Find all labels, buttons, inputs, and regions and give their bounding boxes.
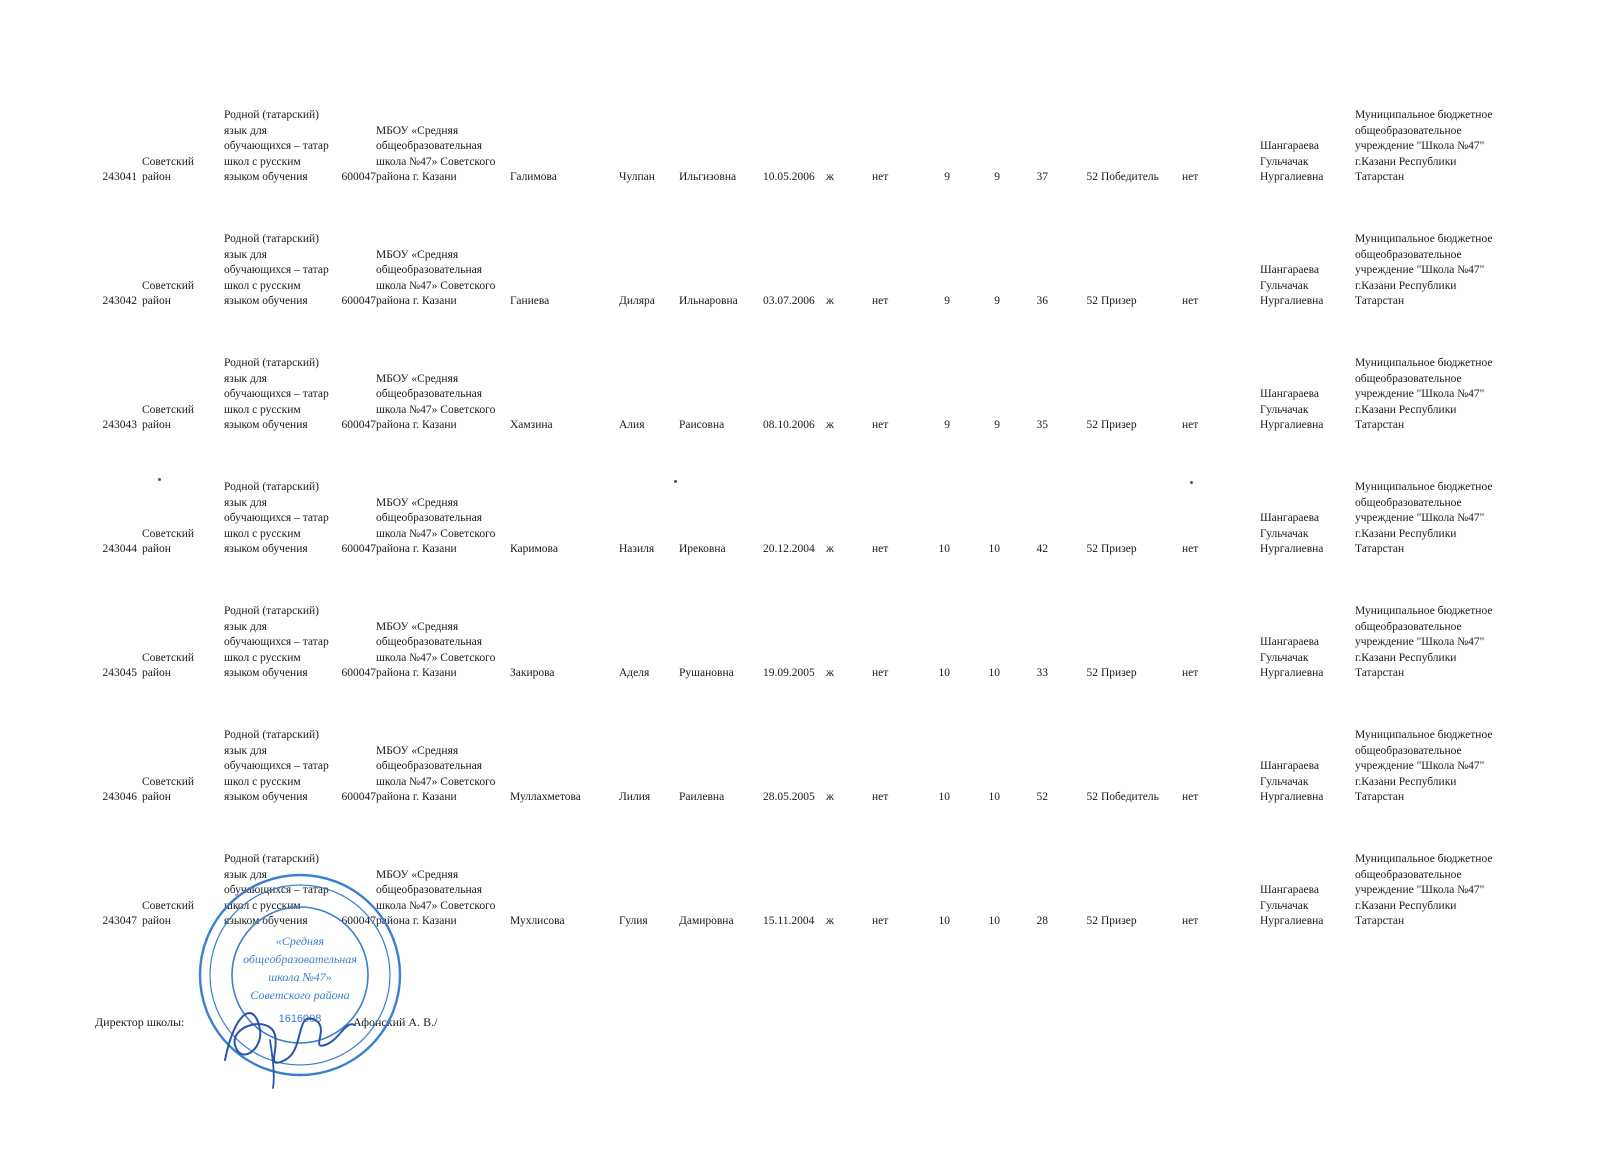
subject-cell: Родной (татарский) язык для обучающихся – татар школ с русским языком обучения [224, 481, 329, 556]
subject-cell: Родной (татарский) язык для обучающихся – татар школ с русским языком обучения [224, 853, 329, 928]
citizenship-cell: нет [872, 543, 889, 556]
birth-date-cell: 15.11.2004 [763, 915, 815, 928]
last-name-cell: Каримова [510, 543, 558, 556]
teacher-cell: Шангараева Гульчачак Нургалиевна [1260, 636, 1324, 680]
teacher-cell: Шангараева Гульчачак Нургалиевна [1260, 140, 1324, 184]
score-cell: 33 [1036, 667, 1048, 680]
last-name-cell: Ганиева [510, 295, 550, 308]
grade-olympiad-cell: 10 [988, 667, 1000, 680]
citizenship-cell: нет [872, 295, 889, 308]
participant-id: 243045 [102, 667, 137, 680]
teacher-cell: Шангараева Гульчачак Нургалиевна [1260, 760, 1324, 804]
stamp-line-3: школа №47» [268, 970, 332, 984]
first-name-cell: Аделя [619, 667, 650, 680]
max-score-cell: 52 [1086, 419, 1098, 432]
grade-study-cell: 9 [944, 171, 950, 184]
disability-cell: нет [1182, 791, 1199, 804]
gender-cell: ж [826, 419, 834, 432]
score-cell: 52 [1036, 791, 1048, 804]
scan-speck [674, 480, 677, 483]
status-cell: Призер [1101, 295, 1137, 308]
score-cell: 36 [1036, 295, 1048, 308]
organization-cell: Муниципальное бюджетное общеобразовательное учреждение "Школа №47" г.Казани Республики Татарстан [1355, 233, 1493, 308]
birth-date-cell: 20.12.2004 [763, 543, 815, 556]
district-cell: Советский район [142, 775, 195, 804]
first-name-cell: Гулия [619, 915, 648, 928]
disability-cell: нет [1182, 667, 1199, 680]
table-row [0, 706, 1600, 806]
patronymic-cell: Дамировна [679, 915, 734, 928]
participant-id: 243042 [102, 295, 137, 308]
score-cell: 42 [1036, 543, 1048, 556]
citizenship-cell: нет [872, 667, 889, 680]
district-cell: Советский район [142, 899, 195, 928]
table-row [0, 210, 1600, 310]
stamp-line-4: Советского района [250, 988, 350, 1002]
max-score-cell: 52 [1086, 171, 1098, 184]
status-cell: Призер [1101, 667, 1137, 680]
score-cell: 28 [1036, 915, 1048, 928]
score-cell: 35 [1036, 419, 1048, 432]
signature-tail [270, 1040, 274, 1088]
disability-cell: нет [1182, 295, 1199, 308]
grade-olympiad-cell: 10 [988, 543, 1000, 556]
organization-cell: Муниципальное бюджетное общеобразовательное учреждение "Школа №47" г.Казани Республики Татарстан [1355, 853, 1493, 928]
first-name-cell: Алия [619, 419, 645, 432]
school-cell: МБОУ «Средняя общеобразовательная школа №47» Советского района г. Казани [376, 868, 496, 928]
teacher-cell: Шангараева Гульчачак Нургалиевна [1260, 512, 1324, 556]
first-name-cell: Диляра [619, 295, 655, 308]
gender-cell: ж [826, 915, 834, 928]
subject-cell: Родной (татарский) язык для обучающихся – татар школ с русским языком обучения [224, 605, 329, 680]
grade-study-cell: 10 [938, 667, 950, 680]
grade-olympiad-cell: 10 [988, 791, 1000, 804]
organization-cell: Муниципальное бюджетное общеобразовательное учреждение "Школа №47" г.Казани Республики Татарстан [1355, 729, 1493, 804]
birth-date-cell: 10.05.2006 [763, 171, 815, 184]
stamp-line-2: общеобразовательная [243, 952, 357, 966]
signature-stroke [225, 1013, 355, 1063]
status-cell: Призер [1101, 915, 1137, 928]
gender-cell: ж [826, 543, 834, 556]
birth-date-cell: 03.07.2006 [763, 295, 815, 308]
patronymic-cell: Ильнаровна [679, 295, 738, 308]
school-cell: МБОУ «Средняя общеобразовательная школа №47» Советского района г. Казани [376, 372, 496, 432]
patronymic-cell: Ирековна [679, 543, 726, 556]
status-cell: Призер [1101, 543, 1137, 556]
teacher-cell: Шангараева Гульчачак Нургалиевна [1260, 388, 1324, 432]
teacher-cell: Шангараева Гульчачак Нургалиевна [1260, 884, 1324, 928]
last-name-cell: Закирова [510, 667, 555, 680]
birth-date-cell: 28.05.2005 [763, 791, 815, 804]
status-cell: Победитель [1101, 791, 1159, 804]
school-code-cell: 600047 [341, 295, 376, 308]
birth-date-cell: 19.09.2005 [763, 667, 815, 680]
organization-cell: Муниципальное бюджетное общеобразовательное учреждение "Школа №47" г.Казани Республики Татарстан [1355, 357, 1493, 432]
disability-cell: нет [1182, 419, 1199, 432]
patronymic-cell: Раисовна [679, 419, 725, 432]
district-cell: Советский район [142, 527, 195, 556]
subject-cell: Родной (татарский) язык для обучающихся – татар школ с русским языком обучения [224, 233, 329, 308]
max-score-cell: 52 [1086, 915, 1098, 928]
grade-olympiad-cell: 10 [988, 915, 1000, 928]
school-code-cell: 600047 [341, 667, 376, 680]
first-name-cell: Чулпан [619, 171, 655, 184]
school-cell: МБОУ «Средняя общеобразовательная школа №47» Советского района г. Казани [376, 620, 496, 680]
school-cell: МБОУ «Средняя общеобразовательная школа №47» Советского района г. Казани [376, 248, 496, 308]
disability-cell: нет [1182, 171, 1199, 184]
school-cell: МБОУ «Средняя общеобразовательная школа №47» Советского района г. Казани [376, 744, 496, 804]
patronymic-cell: Раилевна [679, 791, 725, 804]
grade-study-cell: 10 [938, 543, 950, 556]
grade-study-cell: 10 [938, 915, 950, 928]
organization-cell: Муниципальное бюджетное общеобразовательное учреждение "Школа №47" г.Казани Республики Татарстан [1355, 109, 1493, 184]
stamp-line-1: «Средняя [275, 934, 325, 948]
participant-id: 243047 [102, 915, 137, 928]
school-cell: МБОУ «Средняя общеобразовательная школа №47» Советского района г. Казани [376, 124, 496, 184]
patronymic-cell: Ильгизовна [679, 171, 737, 184]
citizenship-cell: нет [872, 419, 889, 432]
subject-cell: Родной (татарский) язык для обучающихся – татар школ с русским языком обучения [224, 729, 329, 804]
participant-id: 243044 [102, 543, 137, 556]
district-cell: Советский район [142, 155, 195, 184]
school-code-cell: 600047 [341, 915, 376, 928]
first-name-cell: Лилия [619, 791, 651, 804]
disability-cell: нет [1182, 915, 1199, 928]
district-cell: Советский район [142, 279, 195, 308]
participant-id: 243043 [102, 419, 137, 432]
grade-olympiad-cell: 9 [994, 419, 1000, 432]
last-name-cell: Муллахметова [510, 791, 581, 804]
scan-speck [158, 478, 161, 481]
school-code-cell: 600047 [341, 171, 376, 184]
gender-cell: ж [826, 667, 834, 680]
grade-study-cell: 9 [944, 295, 950, 308]
school-cell: МБОУ «Средняя общеобразовательная школа №47» Советского района г. Казани [376, 496, 496, 556]
grade-olympiad-cell: 9 [994, 295, 1000, 308]
citizenship-cell: нет [872, 171, 889, 184]
table-row [0, 334, 1600, 434]
organization-cell: Муниципальное бюджетное общеобразовательное учреждение "Школа №47" г.Казани Республики Татарстан [1355, 605, 1493, 680]
table-row [0, 458, 1600, 558]
school-code-cell: 600047 [341, 543, 376, 556]
status-cell: Призер [1101, 419, 1137, 432]
last-name-cell: Хамзина [510, 419, 553, 432]
director-signature [215, 990, 365, 1090]
max-score-cell: 52 [1086, 295, 1098, 308]
score-cell: 37 [1036, 171, 1048, 184]
birth-date-cell: 08.10.2006 [763, 419, 815, 432]
gender-cell: ж [826, 171, 834, 184]
citizenship-cell: нет [872, 791, 889, 804]
director-label: Директор школы: [95, 1015, 185, 1029]
max-score-cell: 52 [1086, 667, 1098, 680]
school-code-cell: 600047 [341, 419, 376, 432]
grade-study-cell: 9 [944, 419, 950, 432]
max-score-cell: 52 [1086, 543, 1098, 556]
status-cell: Победитель [1101, 171, 1159, 184]
scan-speck [1190, 481, 1193, 484]
citizenship-cell: нет [872, 915, 889, 928]
first-name-cell: Назиля [619, 543, 655, 556]
last-name-cell: Галимова [510, 171, 557, 184]
organization-cell: Муниципальное бюджетное общеобразовательное учреждение "Школа №47" г.Казани Республики Татарстан [1355, 481, 1493, 556]
table-row [0, 86, 1600, 186]
table-row [0, 582, 1600, 682]
patronymic-cell: Рушановна [679, 667, 734, 680]
participant-id: 243041 [102, 171, 137, 184]
grade-study-cell: 10 [938, 791, 950, 804]
school-code-cell: 600047 [341, 791, 376, 804]
last-name-cell: Мухлисова [510, 915, 565, 928]
subject-cell: Родной (татарский) язык для обучающихся – татар школ с русским языком обучения [224, 357, 329, 432]
participant-id: 243046 [102, 791, 137, 804]
district-cell: Советский район [142, 403, 195, 432]
district-cell: Советский район [142, 651, 195, 680]
teacher-cell: Шангараева Гульчачак Нургалиевна [1260, 264, 1324, 308]
gender-cell: ж [826, 791, 834, 804]
stamp-code: 1616008 [278, 1013, 322, 1025]
subject-cell: Родной (татарский) язык для обучающихся – татар школ с русским языком обучения [224, 109, 329, 184]
disability-cell: нет [1182, 543, 1199, 556]
max-score-cell: 52 [1086, 791, 1098, 804]
gender-cell: ж [826, 295, 834, 308]
grade-olympiad-cell: 9 [994, 171, 1000, 184]
director-name: Афонский А. В./ [353, 1015, 438, 1029]
